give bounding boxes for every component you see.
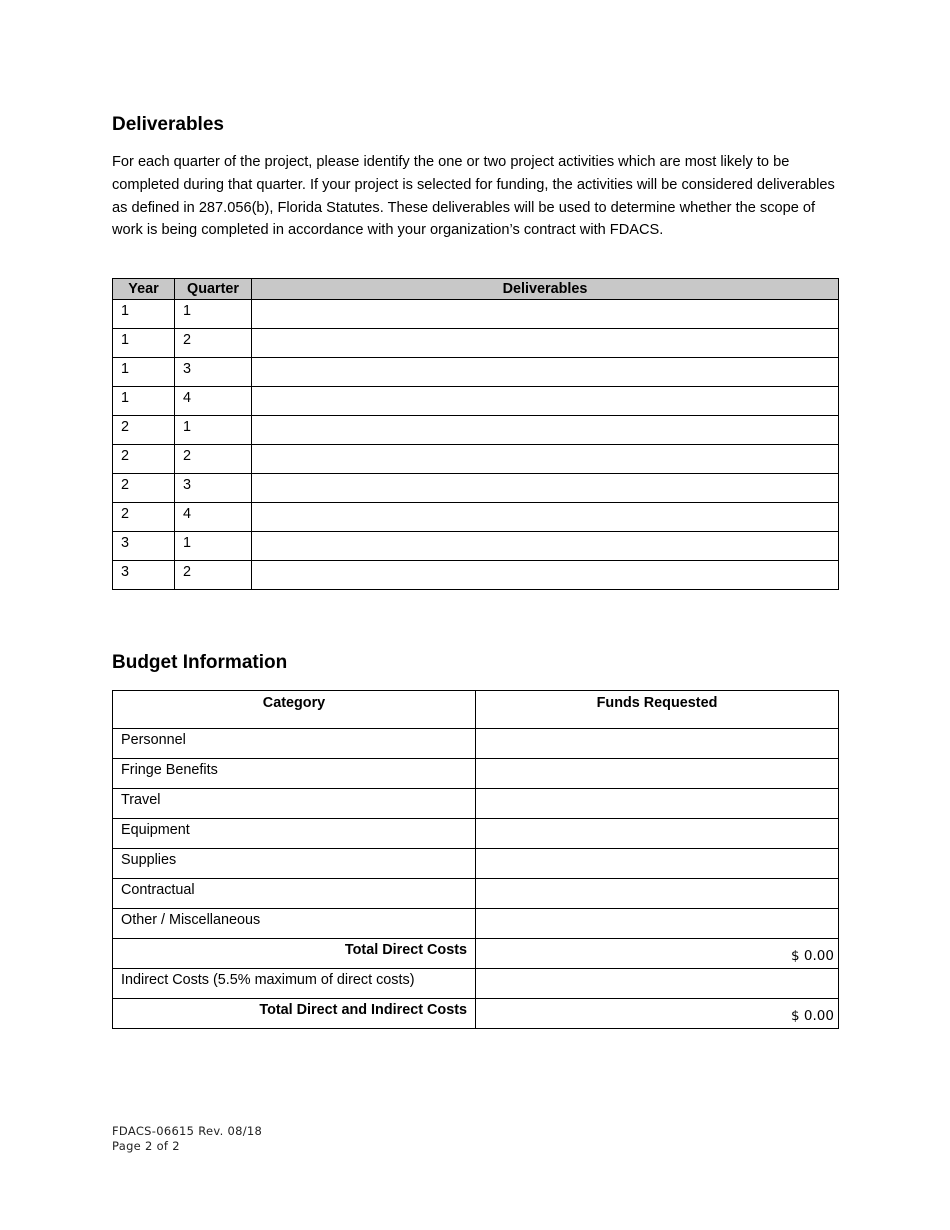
- column-header-deliverables: Deliverables: [252, 279, 839, 300]
- total-label-cell: Total Direct and Indirect Costs: [113, 999, 476, 1029]
- form-id: FDACS-06615 Rev. 08/18: [112, 1124, 263, 1138]
- deliverable-input-cell[interactable]: [252, 561, 839, 590]
- funds-requested-input-cell[interactable]: [476, 819, 839, 849]
- table-row: [113, 532, 839, 561]
- budget-header-row: [113, 691, 839, 729]
- deliverables-table: [112, 278, 839, 590]
- funds-requested-input-cell[interactable]: [476, 759, 839, 789]
- quarter-cell: 2: [175, 561, 252, 590]
- deliverables-heading: Deliverables: [112, 114, 224, 135]
- year-cell: 1: [113, 300, 175, 329]
- total-amount-cell: $ 0.00: [476, 939, 839, 969]
- table-row: [113, 416, 839, 445]
- table-row: [113, 849, 839, 879]
- table-row: [113, 759, 839, 789]
- table-row: [113, 358, 839, 387]
- table-row: [113, 445, 839, 474]
- category-cell: Indirect Costs (5.5% maximum of direct costs): [113, 969, 476, 999]
- year-cell: 3: [113, 561, 175, 590]
- deliverable-input-cell[interactable]: [252, 445, 839, 474]
- table-row: [113, 561, 839, 590]
- total-label-cell: Total Direct Costs: [113, 939, 476, 969]
- deliverable-input-cell[interactable]: [252, 300, 839, 329]
- column-header-funds-requested: Funds Requested: [476, 691, 839, 729]
- deliverables-header-row: [113, 279, 839, 300]
- year-cell: 1: [113, 329, 175, 358]
- table-row: [113, 300, 839, 329]
- year-cell: 2: [113, 503, 175, 532]
- category-cell: Personnel: [113, 729, 476, 759]
- category-cell: Equipment: [113, 819, 476, 849]
- table-row: [113, 819, 839, 849]
- category-cell: Other / Miscellaneous: [113, 909, 476, 939]
- quarter-cell: 4: [175, 503, 252, 532]
- year-cell: 3: [113, 532, 175, 561]
- quarter-cell: 3: [175, 474, 252, 503]
- year-cell: 2: [113, 445, 175, 474]
- table-row: [113, 939, 839, 969]
- table-row: [113, 999, 839, 1029]
- table-row: [113, 387, 839, 416]
- deliverables-instructions: For each quarter of the project, please identify the one or two project activities which are most likely to be completed during that quarter. If your project is selected for funding, the activities will be considered deliverables as defined in 287.056(b), Florida Statutes. These deliverables will be used to determine whether the scope of work is being completed in accordance with your organization’s contract with FDACS.: [112, 154, 835, 239]
- page-footer: [112, 1124, 262, 1154]
- category-cell: Travel: [113, 789, 476, 819]
- quarter-cell: 4: [175, 387, 252, 416]
- table-row: [113, 474, 839, 503]
- funds-requested-input-cell[interactable]: [476, 879, 839, 909]
- quarter-cell: 1: [175, 532, 252, 561]
- table-row: [113, 503, 839, 532]
- deliverable-input-cell[interactable]: [252, 503, 839, 532]
- table-row: [113, 879, 839, 909]
- deliverable-input-cell[interactable]: [252, 329, 839, 358]
- table-row: [113, 969, 839, 999]
- category-cell: Contractual: [113, 879, 476, 909]
- deliverable-input-cell[interactable]: [252, 387, 839, 416]
- quarter-cell: 3: [175, 358, 252, 387]
- page-number: Page 2 of 2: [112, 1139, 180, 1153]
- column-header-year: Year: [113, 279, 175, 300]
- column-header-quarter: Quarter: [175, 279, 252, 300]
- deliverable-input-cell[interactable]: [252, 416, 839, 445]
- table-row: [113, 329, 839, 358]
- budget-table: [112, 690, 839, 1029]
- year-cell: 2: [113, 474, 175, 503]
- funds-requested-input-cell[interactable]: [476, 909, 839, 939]
- quarter-cell: 2: [175, 445, 252, 474]
- table-row: [113, 789, 839, 819]
- year-cell: 1: [113, 387, 175, 416]
- total-amount-cell: $ 0.00: [476, 999, 839, 1029]
- deliverable-input-cell[interactable]: [252, 532, 839, 561]
- quarter-cell: 1: [175, 416, 252, 445]
- quarter-cell: 2: [175, 329, 252, 358]
- deliverable-input-cell[interactable]: [252, 358, 839, 387]
- year-cell: 1: [113, 358, 175, 387]
- category-cell: Supplies: [113, 849, 476, 879]
- budget-heading: Budget Information: [112, 652, 288, 673]
- funds-requested-input-cell[interactable]: [476, 969, 839, 999]
- funds-requested-input-cell[interactable]: [476, 729, 839, 759]
- table-row: [113, 909, 839, 939]
- quarter-cell: 1: [175, 300, 252, 329]
- funds-requested-input-cell[interactable]: [476, 789, 839, 819]
- deliverable-input-cell[interactable]: [252, 474, 839, 503]
- column-header-category: Category: [113, 691, 476, 729]
- year-cell: 2: [113, 416, 175, 445]
- funds-requested-input-cell[interactable]: [476, 849, 839, 879]
- table-row: [113, 729, 839, 759]
- category-cell: Fringe Benefits: [113, 759, 476, 789]
